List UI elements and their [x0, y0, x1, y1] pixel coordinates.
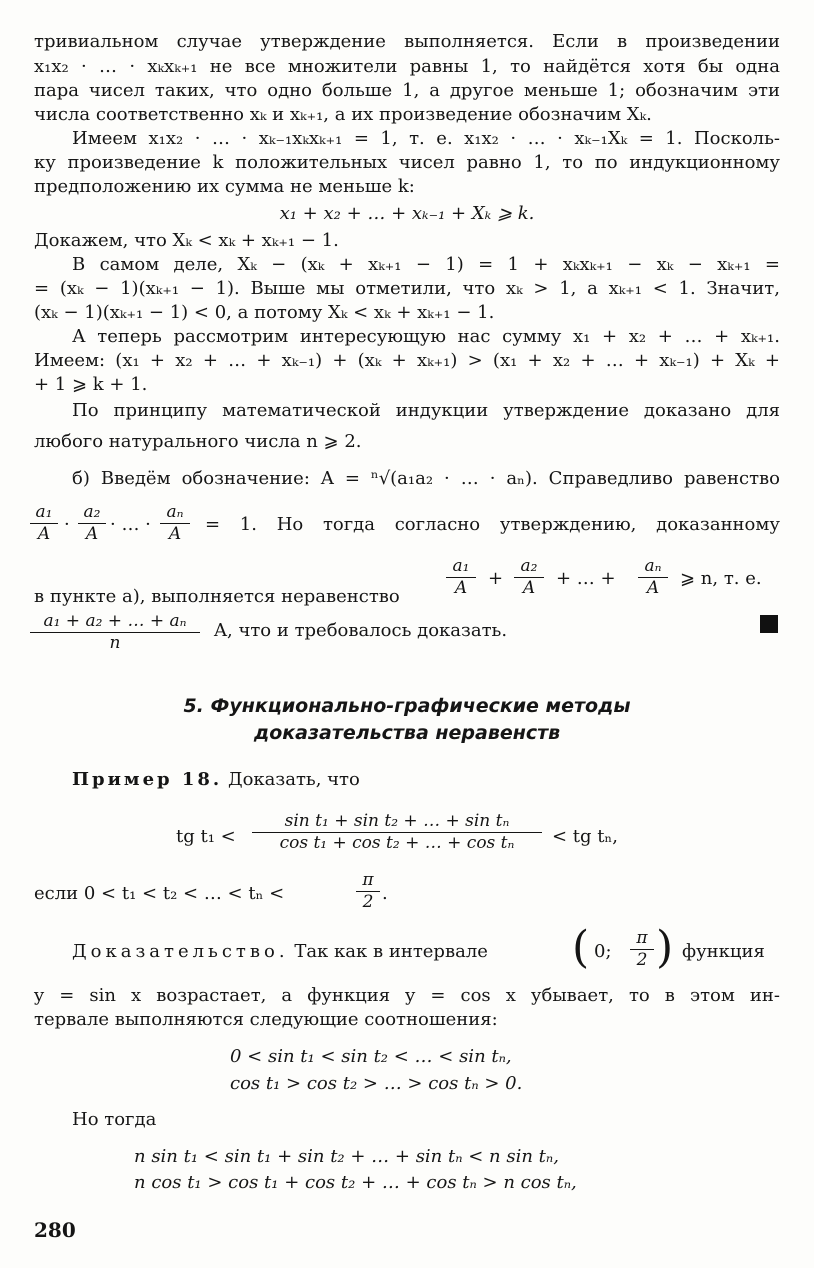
- text-line: В самом деле, Xₖ − (xₖ + xₖ₊₁ − 1) = 1 + xₖxₖ₊₁ − xₖ − xₖ₊₁ =: [72, 254, 780, 275]
- text-line: x₁x₂ · … · xₖxₖ₊₁ не все множители равны 1, то найдётся хотя бы одна: [34, 56, 780, 77]
- condition-text: если 0 < t₁ < t₂ < … < tₙ <: [34, 883, 285, 904]
- dots-symbol: · … ·: [110, 514, 151, 535]
- fraction: $\frac{\text{a₂}}{A}$: [514, 556, 544, 599]
- condition-text: .: [382, 883, 388, 904]
- text-line: тривиальном случае утверждение выполняется. Если в произведении: [34, 31, 780, 52]
- text-line: тервале выполняются следующие соотношения:: [34, 1009, 498, 1030]
- text-line: предположению их сумма не меньше k:: [34, 176, 415, 197]
- fraction: $\frac{\text{a₁ + a₂ + … + aₙ}}{n}$: [30, 611, 200, 654]
- formula-line: cos t₁ > cos t₂ > … > cos tₙ > 0.: [230, 1073, 523, 1094]
- text-line: Но тогда: [72, 1109, 157, 1130]
- fraction: $\frac{\text{aₙ}}{A}$: [638, 556, 668, 599]
- fraction: $\frac{\text{a₁}}{A}$: [30, 502, 58, 545]
- formula-rhs: < tg tₙ,: [552, 826, 619, 847]
- plus-dots-symbol: + … +: [556, 568, 616, 589]
- formula-lhs: tg t₁ <: [176, 826, 236, 847]
- text-line: А теперь рассмотрим интересующую нас сумму x₁ + x₂ + … + xₖ₊₁.: [72, 326, 780, 347]
- section-title: доказательства неравенств: [253, 722, 561, 744]
- text-line: ку произведение k положительных чисел равно 1, то по индукционному: [34, 152, 780, 173]
- fraction: $\frac{\pi}{2}$: [630, 928, 654, 971]
- text-line: ⩾ n, т. е.: [680, 568, 762, 589]
- text-line: Имеем x₁x₂ · … · xₖ₋₁xₖxₖ₊₁ = 1, т. е. x₁x₂ · … · xₖ₋₁Xₖ = 1. Посколь-: [72, 128, 780, 149]
- proof-line: [72, 940, 488, 964]
- formula-line: n sin t₁ < sin t₁ + sin t₂ + … + sin tₙ < n sin tₙ,: [134, 1146, 559, 1167]
- page-number: 280: [34, 1218, 76, 1242]
- example-line: [72, 768, 780, 792]
- fraction: $\frac{\pi}{2}$: [356, 870, 380, 913]
- text-line: б) Введём обозначение: A = ⁿ√(a₁a₂ · … · aₙ). Справедливо равенство: [72, 468, 780, 489]
- qed-square-icon: [760, 615, 778, 633]
- text-line: числа соответственно xₖ и xₖ₊₁, а их произведение обозначим Xₖ.: [34, 104, 652, 125]
- paren-left: (: [572, 922, 590, 973]
- fraction: $\frac{\text{sin t₁ + sin t₂ + … + sin tₙ}}{\text{cos t₁ + cos t₂ + … + cos tₙ}}$: [252, 811, 542, 854]
- example-text: Доказать, что: [227, 769, 360, 790]
- formula-line: n cos t₁ > cos t₁ + cos t₂ + … + cos tₙ > n cos tₙ,: [134, 1172, 577, 1193]
- formula-line: 0 < sin t₁ < sin t₂ < … < sin tₙ,: [230, 1046, 512, 1067]
- text-line: = (xₖ − 1)(xₖ₊₁ − 1). Выше мы отметили, что xₖ > 1, а xₖ₊₁ < 1. Значит,: [34, 278, 780, 299]
- text-line: в пункте а), выполняется неравенство: [34, 586, 400, 607]
- proof-label: Доказательство.: [72, 941, 289, 962]
- fraction: $\frac{\text{a₁}}{A}$: [446, 556, 476, 599]
- text-line: (xₖ − 1)(xₖ₊₁ − 1) < 0, а потому Xₖ < xₖ + xₖ₊₁ − 1.: [34, 302, 495, 323]
- text-line: любого натурального числа n ⩾ 2.: [34, 431, 362, 452]
- plus-symbol: +: [488, 568, 504, 589]
- interval-text: 0;: [594, 941, 612, 962]
- proof-text: функция: [682, 941, 765, 962]
- text-line: Докажем, что Xₖ < xₖ + xₖ₊₁ − 1.: [34, 230, 339, 251]
- section-title: 5. Функционально-графические методы: [183, 695, 631, 717]
- dot-symbol: ·: [64, 514, 70, 535]
- fraction: $\frac{\text{aₙ}}{A}$: [160, 502, 190, 545]
- text-line: Имеем: (x₁ + x₂ + … + xₖ₋₁) + (xₖ + xₖ₊₁) > (x₁ + x₂ + … + xₖ₋₁) + Xₖ +: [34, 350, 780, 371]
- fraction: $\frac{\text{a₂}}{A}$: [78, 502, 106, 545]
- text-line: A, что и требовалось доказать.: [214, 620, 508, 641]
- proof-text: Так как в интервале: [294, 941, 488, 962]
- text-line: пара чисел таких, что одно больше 1, а другое меньше 1; обозначим эти: [34, 80, 780, 101]
- text-line: = 1. Но тогда согласно утверждению, доказанному: [205, 514, 780, 535]
- text-line: + 1 ⩾ k + 1.: [34, 374, 148, 395]
- text-line: По принципу математической индукции утверждение доказано для: [72, 400, 780, 421]
- formula-line: x₁ + x₂ + … + xₖ₋₁ + Xₖ ⩾ k.: [279, 203, 535, 224]
- text-line: y = sin x возрастает, а функция y = cos x убывает, то в этом ин-: [34, 985, 780, 1006]
- example-label: Пример 18.: [72, 769, 223, 790]
- paren-right: ): [656, 922, 674, 973]
